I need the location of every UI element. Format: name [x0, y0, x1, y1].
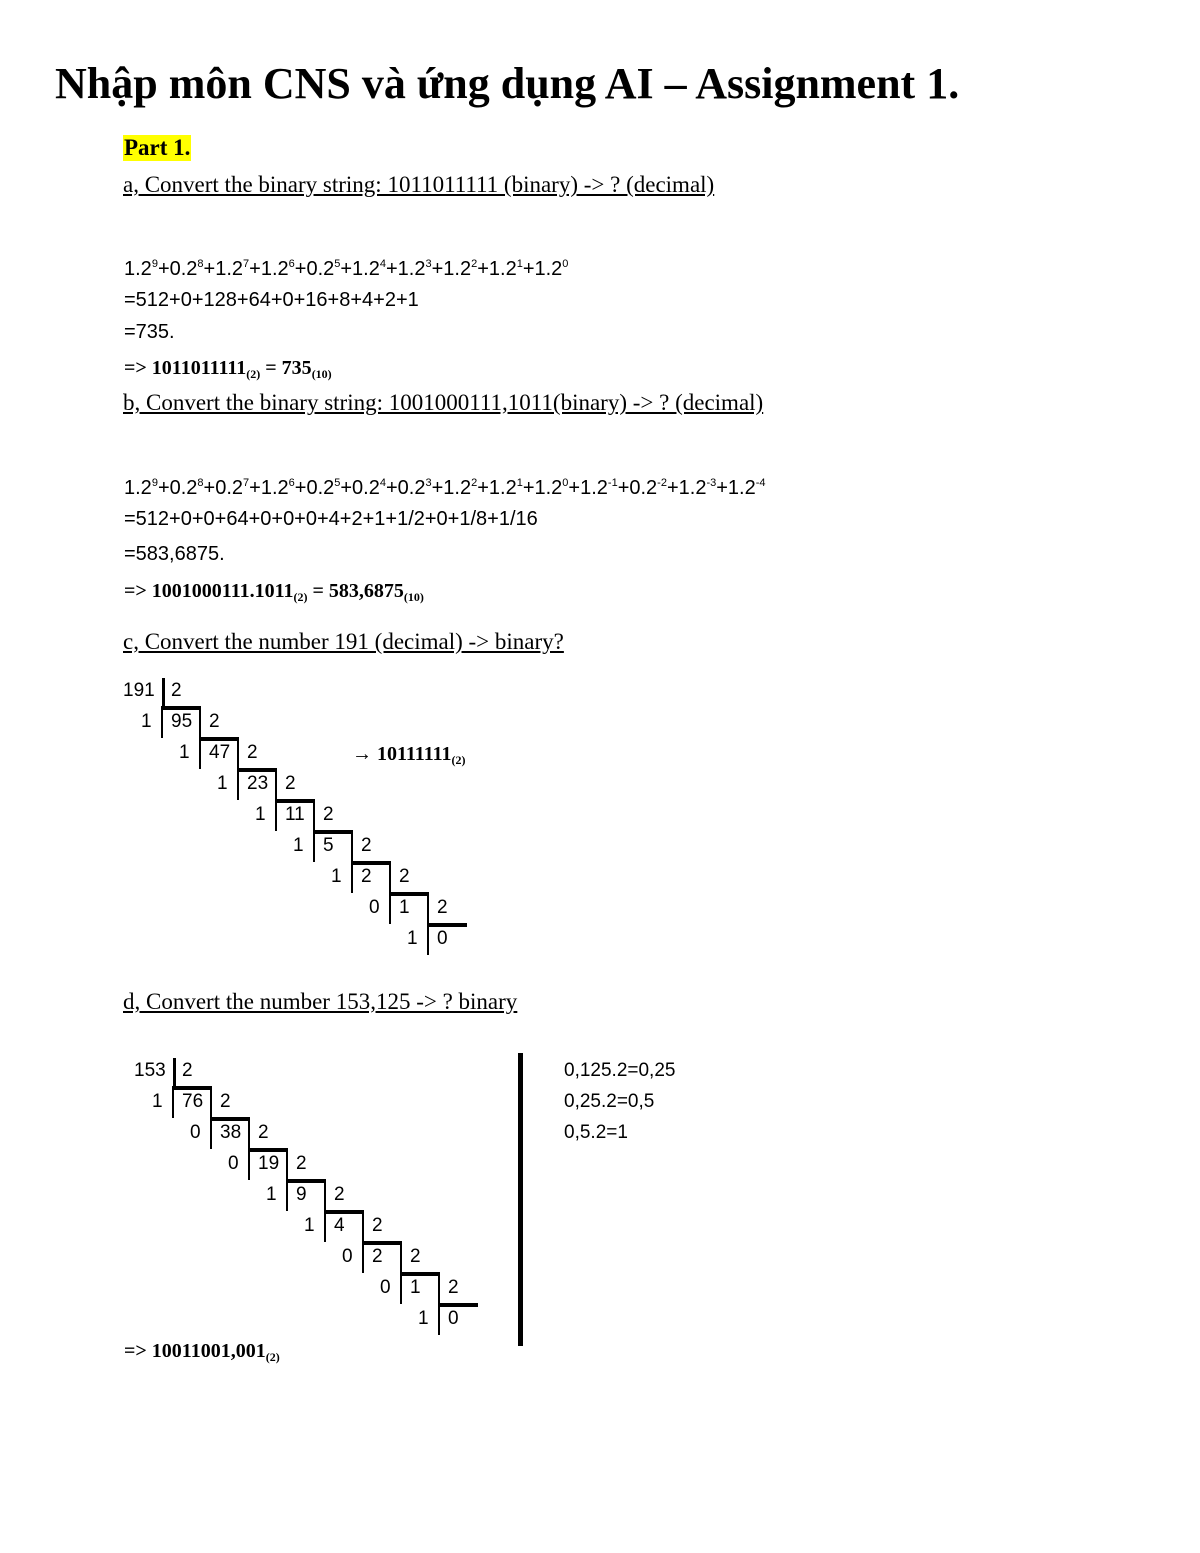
term-base: +0.2 [617, 477, 658, 499]
divider-vertical [237, 768, 239, 800]
divisor: 2 [247, 742, 258, 763]
sum-line-b: =512+0+0+64+0+0+0+4+2+1+1/2+0+1/8+1/16 [124, 508, 538, 530]
divider-bar [248, 1148, 288, 1152]
divider-vertical [427, 895, 429, 925]
divider-bar [351, 861, 391, 865]
term-base: +1.2 [477, 258, 517, 280]
remainder: 1 [152, 1091, 163, 1112]
term-exponent: 8 [197, 477, 204, 489]
quotient: 95 [171, 711, 193, 732]
term-base: +1.2 [340, 258, 380, 280]
quotient: 11 [285, 804, 305, 825]
question-b: b, Convert the binary string: 1001000111,1011(binary) -> ? (decimal) [123, 390, 764, 415]
quotient: 0 [448, 1308, 459, 1329]
remainder: 1 [293, 835, 304, 856]
divider-bar [237, 768, 277, 772]
term-exponent: 7 [243, 477, 250, 489]
divider-vertical [199, 709, 201, 739]
remainder: 1 [331, 866, 342, 887]
term-exponent: 9 [151, 477, 158, 489]
term-exponent: 4 [379, 258, 386, 270]
remainder: 1 [304, 1215, 315, 1236]
divider-vertical [248, 1120, 250, 1150]
divider-vertical [313, 830, 315, 862]
term-base: +1.2 [249, 258, 289, 280]
quotient: 1 [399, 897, 410, 918]
quotient: 76 [182, 1091, 204, 1112]
divider-vertical [400, 1244, 402, 1274]
question-a: a, Convert the binary string: 1011011111 (binary) -> ? (decimal) [123, 172, 715, 197]
divisor: 2 [323, 804, 334, 825]
part-label: Part 1. [124, 135, 191, 160]
divider-vertical [286, 1179, 288, 1211]
total-line-b: =583,6875. [124, 543, 225, 565]
quotient: 1 [410, 1277, 421, 1298]
quotient: 0 [437, 928, 448, 949]
term-base: +1.2 [431, 258, 472, 280]
divider-vertical [248, 1148, 250, 1180]
term-base: +1.2 [666, 477, 707, 499]
quotient: 38 [220, 1122, 242, 1143]
term-base: +0.2 [294, 477, 335, 499]
divider-vertical [389, 892, 391, 924]
term-base: 1.2 [124, 258, 152, 280]
exponent-expansion-a [124, 258, 568, 281]
question-c: c, Convert the number 191 (decimal) -> binary? [123, 629, 564, 654]
term-exponent: 9 [151, 258, 158, 270]
divisor: 2 [361, 835, 372, 856]
fraction-line-2: 0,25.2=0,5 [564, 1091, 655, 1112]
result-b: => $1001000111.1011_{(2)} = 583,6875_{(10)}$ [124, 580, 424, 604]
term-base: +1.2 [477, 477, 517, 499]
term-exponent: 1 [516, 258, 523, 270]
term-base: +1.2 [522, 477, 563, 499]
remainder: 1 [418, 1308, 429, 1329]
term-base: 1.2 [124, 477, 152, 499]
remainder: 1 [217, 773, 228, 794]
divider-vertical [275, 771, 277, 801]
quotient: 19 [258, 1153, 280, 1174]
divider-vertical [362, 1213, 364, 1243]
term-exponent: -1 [607, 477, 618, 489]
divider-bar [362, 1241, 402, 1245]
divider-vertical [438, 1275, 440, 1305]
divider-vertical [172, 1086, 174, 1118]
dividend: 153 [134, 1060, 166, 1081]
divisor: 2 [220, 1091, 231, 1112]
term-base: +0.2 [157, 477, 198, 499]
divider-vertical [199, 737, 201, 769]
term-base: +1.2 [203, 258, 244, 280]
divider-vertical [286, 1151, 288, 1181]
divider-bar [324, 1210, 364, 1214]
term-exponent: -2 [657, 477, 667, 489]
question-d: d, Convert the number 153,125 -> ? binary [123, 989, 518, 1014]
divider-bar [210, 1117, 250, 1121]
divider-vertical [237, 740, 239, 770]
divisor: 2 [399, 866, 410, 887]
term-exponent: 6 [288, 258, 295, 270]
divider-vertical [161, 706, 163, 738]
fraction-line-1: 0,125.2=0,25 [564, 1060, 676, 1081]
divider-vertical [162, 678, 165, 708]
divider-bar [286, 1179, 326, 1183]
divisor: 2 [182, 1060, 193, 1081]
divider-bar [427, 923, 467, 927]
term-base: +0.2 [385, 477, 426, 499]
term-exponent: 4 [379, 477, 386, 489]
term-base: +1.2 [431, 477, 472, 499]
term-exponent: 5 [334, 477, 341, 489]
divider-vertical [313, 802, 315, 832]
remainder: 0 [228, 1153, 239, 1174]
sum-line-a: =512+0+128+64+0+16+8+4+2+1 [124, 289, 419, 311]
remainder: 0 [380, 1277, 391, 1298]
remainder: 1 [179, 742, 190, 763]
divider-vertical [400, 1272, 402, 1304]
divider-bar [161, 706, 201, 710]
divider-vertical [389, 864, 391, 894]
term-exponent: -4 [755, 477, 766, 489]
term-exponent: 2 [471, 477, 478, 489]
result-c: → $10111111_{(2)}$ [352, 743, 466, 767]
remainder: 1 [407, 928, 418, 949]
divider-vertical [173, 1058, 176, 1088]
remainder: 1 [266, 1184, 277, 1205]
divider-vertical [210, 1089, 212, 1119]
divider-bar [400, 1272, 440, 1276]
quotient: 4 [334, 1215, 345, 1236]
divider-vertical [427, 923, 429, 955]
term-exponent: 0 [562, 258, 569, 270]
separator-line [518, 1053, 523, 1346]
result-d: => $10011001,001_{(2)}$ [124, 1340, 280, 1364]
quotient: 9 [296, 1184, 307, 1205]
divider-vertical [324, 1182, 326, 1212]
quotient: 2 [361, 866, 372, 887]
term-exponent: 7 [243, 258, 250, 270]
divisor: 2 [448, 1277, 459, 1298]
divisor: 2 [334, 1184, 345, 1205]
divider-bar [172, 1086, 212, 1090]
term-exponent: 3 [425, 258, 432, 270]
result-a: => $1011011111_{(2)} = 735_{(10)}$ [124, 357, 332, 381]
divider-bar [389, 892, 429, 896]
remainder: 0 [369, 897, 380, 918]
divisor: 2 [437, 897, 448, 918]
divider-vertical [362, 1241, 364, 1273]
divisor: 2 [171, 680, 182, 701]
dividend: 191 [123, 680, 155, 701]
remainder: 1 [141, 711, 152, 732]
divisor: 2 [209, 711, 220, 732]
remainder: 0 [190, 1122, 201, 1143]
term-exponent: 6 [288, 477, 295, 489]
term-exponent: 5 [334, 258, 341, 270]
term-exponent: 3 [425, 477, 432, 489]
divisor: 2 [285, 773, 296, 794]
term-base: +0.2 [340, 477, 380, 499]
divider-vertical [324, 1210, 326, 1242]
quotient: 5 [323, 835, 334, 856]
divider-vertical [275, 799, 277, 831]
term-base: +0.2 [203, 477, 244, 499]
term-base: +1.2 [385, 258, 426, 280]
term-exponent: 1 [516, 477, 523, 489]
divisor: 2 [372, 1215, 383, 1236]
quotient: 2 [372, 1246, 383, 1267]
term-base: +1.2 [522, 258, 563, 280]
remainder: 0 [342, 1246, 353, 1267]
term-base: +0.2 [294, 258, 335, 280]
divider-vertical [438, 1303, 440, 1335]
term-base: +1.2 [568, 477, 608, 499]
divider-vertical [351, 861, 353, 893]
term-base: +1.2 [249, 477, 289, 499]
quotient: 47 [209, 742, 231, 763]
divider-bar [275, 799, 315, 803]
term-exponent: 0 [562, 477, 569, 489]
divisor: 2 [258, 1122, 269, 1143]
divider-bar [313, 830, 353, 834]
quotient: 23 [247, 773, 269, 794]
divisor: 2 [296, 1153, 307, 1174]
divider-bar [199, 737, 239, 741]
total-line-a: =735. [124, 321, 175, 343]
exponent-expansion-b [124, 477, 765, 500]
term-exponent: 2 [471, 258, 478, 270]
page-title: Nhập môn CNS và ứng dụng AI – Assignment 1. [55, 59, 960, 108]
term-exponent: -3 [706, 477, 717, 489]
remainder: 1 [255, 804, 266, 825]
term-base: +0.2 [157, 258, 198, 280]
divider-vertical [351, 833, 353, 863]
divider-bar [438, 1303, 478, 1307]
fraction-line-3: 0,5.2=1 [564, 1122, 628, 1143]
divisor: 2 [410, 1246, 421, 1267]
term-exponent: 8 [197, 258, 204, 270]
term-base: +1.2 [716, 477, 756, 499]
divider-vertical [210, 1117, 212, 1149]
